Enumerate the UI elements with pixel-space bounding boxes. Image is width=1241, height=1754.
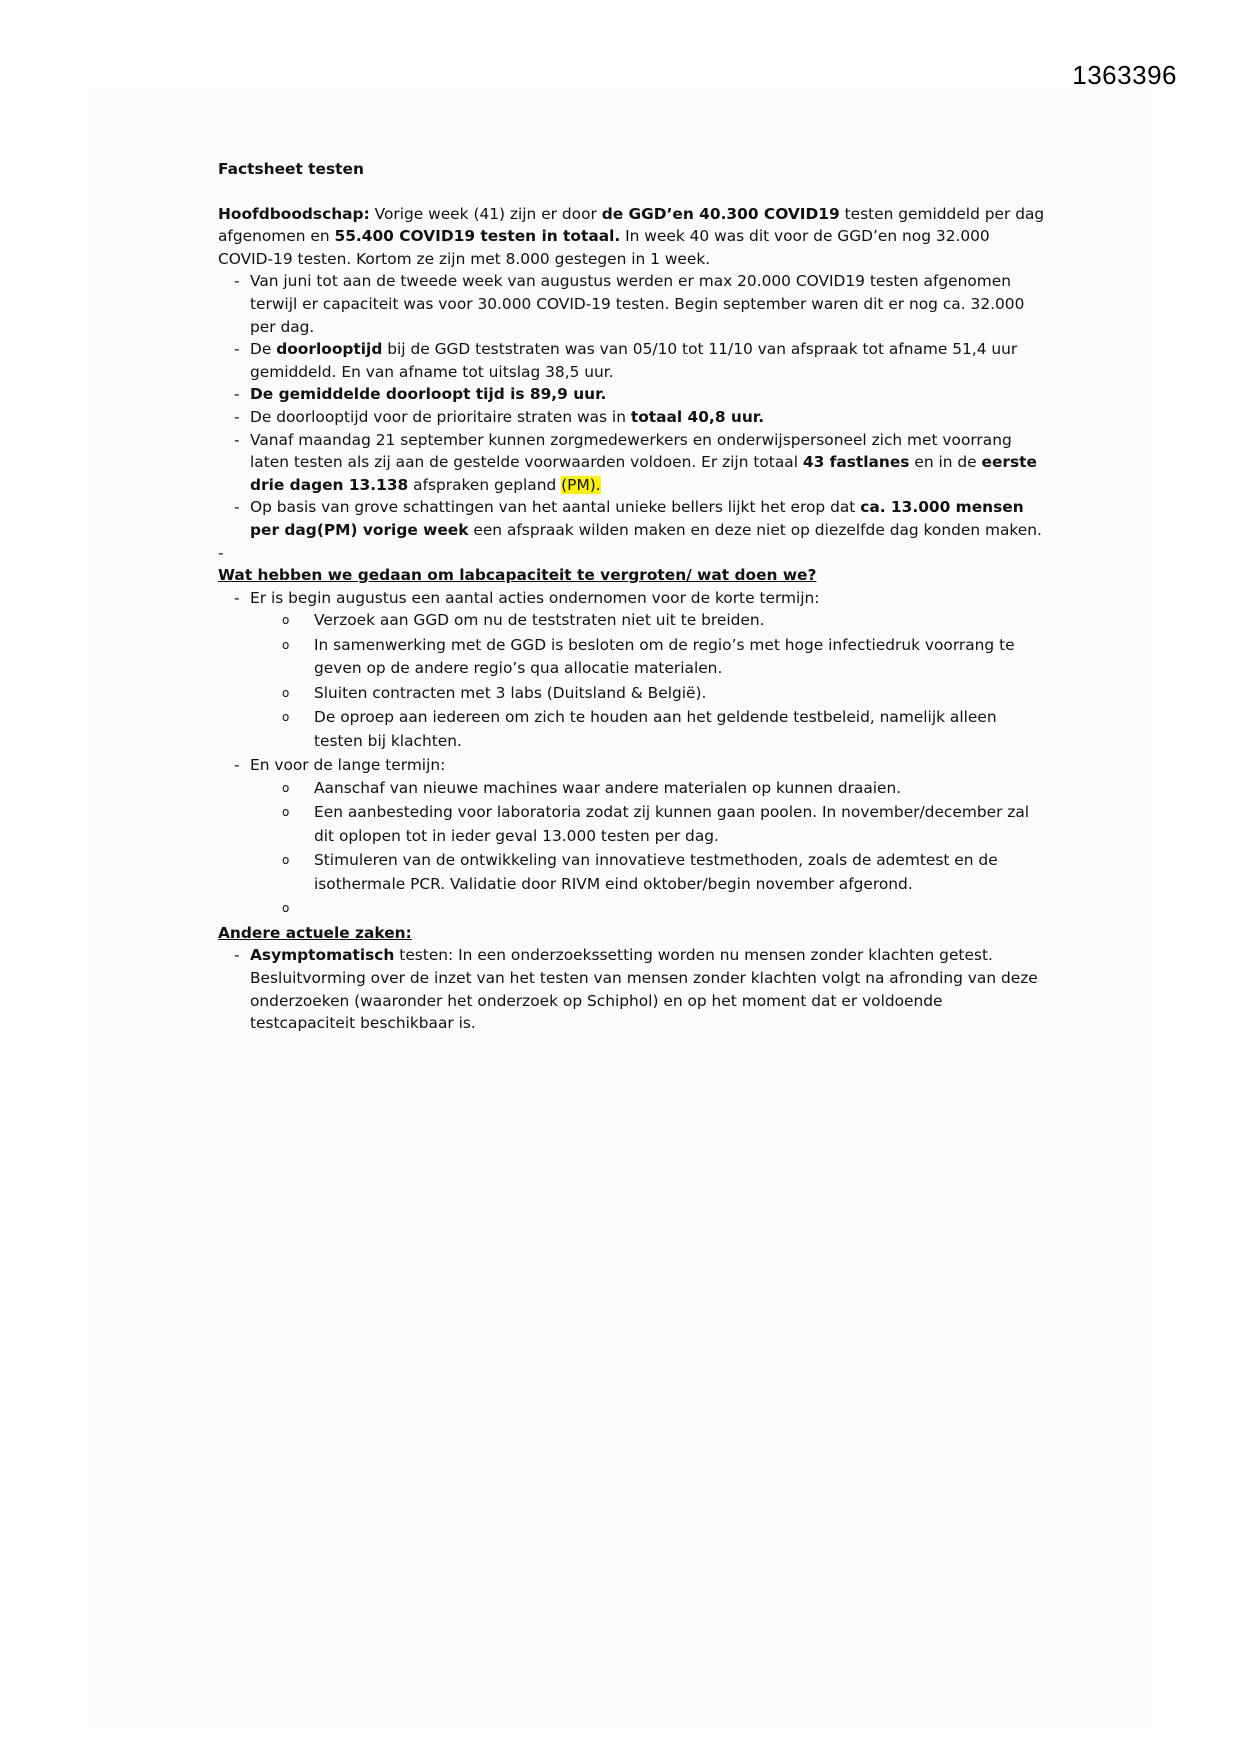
long-term-item: o Aanschaf van nieuwe machines waar andere materialen op kunnen draaien. bbox=[282, 778, 902, 797]
long-term-intro: - En voor de lange termijn: bbox=[234, 756, 446, 775]
document-title: Factsheet testen bbox=[218, 160, 364, 178]
short-term-intro: - Er is begin augustus een aantal acties ondernomen voor de korte termijn: bbox=[234, 588, 820, 607]
long-term-item: o Stimuleren van de ontwikkeling van innovatieve testmethoden, zoals de ademtest en de isothermale PCR. Validatie door RIVM eind oktober/begin november afgerond. bbox=[282, 851, 998, 893]
bullet-item: - Van juni tot aan de tweede week van augustus werden er max 20.000 COVID19 testen afgenomen terwijl er capaciteit was voor 30.000 COVID-19 testen. Begin september waren dit er nog ca. 32.000 per dag. bbox=[234, 272, 1025, 336]
short-term-item: o De oproep aan iedereen om zich te houden aan het geldende testbeleid, namelijk alleen testen bij klachten. bbox=[282, 708, 997, 750]
document-number: 1363396 bbox=[1072, 60, 1177, 90]
bullet-item: - De gemiddelde doorloopt tijd is 89,9 uur. bbox=[234, 385, 607, 404]
empty-bullet: - bbox=[218, 543, 224, 562]
bullet-item: - Op basis van grove schattingen van het aantal unieke bellers lijkt het erop dat ca. 13.000 mensen per dag(PM) vorige week een afspraak wilden maken en deze niet op diezelfde dag konden maken. bbox=[234, 498, 1042, 539]
short-term-item: o In samenwerking met de GGD is besloten om de regio’s met hoge infectiedruk voorrang te geven op de andere regio’s qua allocatie materialen. bbox=[282, 635, 1015, 678]
document-body bbox=[218, 158, 1048, 1035]
bullet-item: - De doorlooptijd voor de prioritaire straten was in totaal 40,8 uur. bbox=[234, 407, 765, 426]
empty-sub-item: o bbox=[282, 901, 290, 916]
main-message-label: Hoofdboodschap: bbox=[218, 204, 370, 223]
lab-capacity-heading: Wat hebben we gedaan om labcapaciteit te vergroten/ wat doen we? bbox=[218, 566, 817, 585]
other-matters-heading: Andere actuele zaken: bbox=[218, 923, 412, 942]
bullet-item: - Vanaf maandag 21 september kunnen zorgmedewerkers en onderwijspersoneel zich met voorrang laten testen als zij aan de gestelde voorwaarden voldoen. Er zijn totaal 43 fastlanes en in de eerste drie dagen 13.138 afspraken gepland (PM). bbox=[234, 430, 1037, 494]
short-term-item: o Sluiten contracten met 3 labs (Duitsland & België). bbox=[282, 683, 707, 702]
main-message: Hoofdboodschap: Vorige week (41) zijn er door de GGD’en 40.300 COVID19 testen gemiddeld per dag afgenomen en 55.400 COVID19 testen in totaal. In week 40 was dit voor de GGD’en nog 32.000 COVID-19 testen. Kortom ze zijn met 8.000 gestegen in 1 week. bbox=[218, 204, 1045, 268]
asymptomatic-item: - Asymptomatisch testen: In een onderzoekssetting worden nu mensen zonder klachten getest. Besluitvorming over de inzet van het testen van mensen zonder klachten volgt na afronding van deze onderzoeken (waaronder het onderzoek op Schiphol) en op het moment dat er voldoende testcapaciteit beschikbaar is. bbox=[234, 946, 1038, 1033]
bullet-item: - De doorlooptijd bij de GGD teststraten was van 05/10 tot 11/10 van afspraak tot afname 51,4 uur gemiddeld. En van afname tot uitslag 38,5 uur. bbox=[234, 340, 1018, 381]
long-term-item: o Een aanbesteding voor laboratoria zodat zij kunnen gaan poolen. In november/december zal dit oplopen tot in ieder geval 13.000 testen per dag. bbox=[282, 803, 1030, 845]
highlighted-note: (PM). bbox=[561, 475, 601, 494]
short-term-item: o Verzoek aan GGD om nu de teststraten niet uit te breiden. bbox=[282, 611, 765, 630]
